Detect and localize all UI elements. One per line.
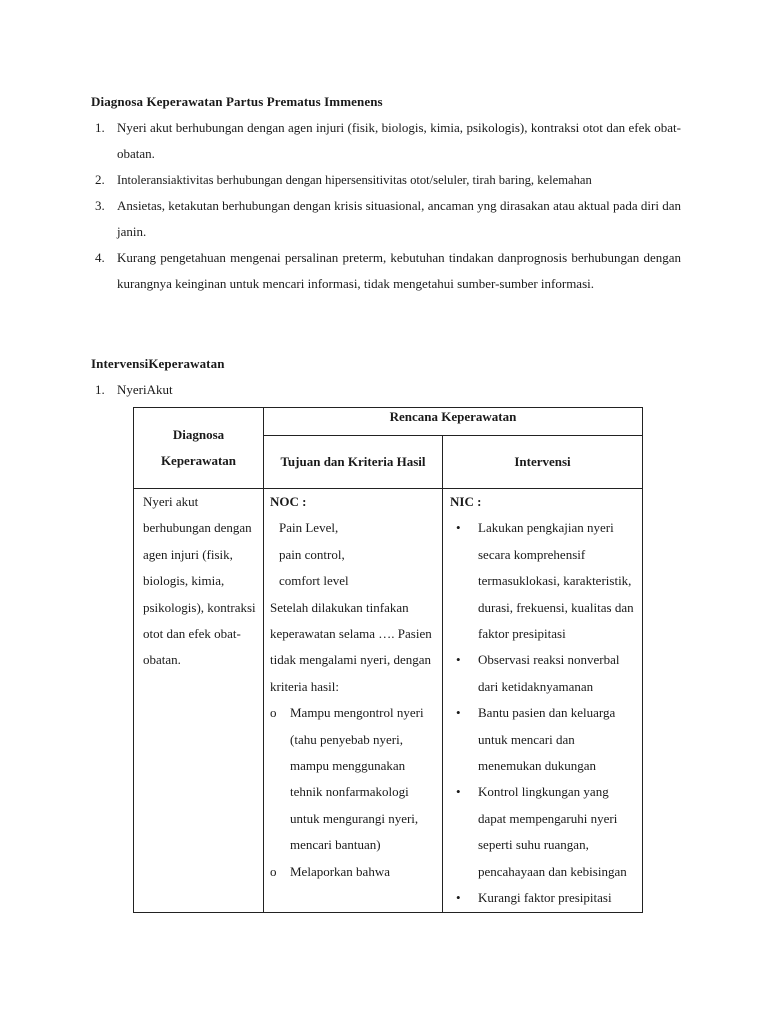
nic-label: NIC : xyxy=(450,494,482,509)
intervention-bullet xyxy=(450,779,636,885)
intervention-bullet xyxy=(450,700,636,779)
noc-item: comfort level xyxy=(279,573,349,589)
list-number: 1. xyxy=(95,382,105,397)
intervention-text: Lakukan pengkajian nyeri secara komprehensif termasuklokasi, karakteristik, durasi, frekuensi, kualitas dan faktor presipitasi xyxy=(478,520,634,642)
list-number: 2. xyxy=(95,172,105,187)
header-goals: Tujuan dan Kriteria Hasil xyxy=(264,436,443,489)
bullet-marker: • xyxy=(456,890,461,906)
intervention-text: Kurangi faktor presipitasi xyxy=(478,890,612,906)
diagnosis-item-text: Intoleransiaktivitas berhubungan dengan hipersensitivitas otot/seluler, tirah baring, kelemahan xyxy=(117,173,592,187)
intervention-bullet xyxy=(450,647,636,700)
diagnosis-item xyxy=(91,193,681,245)
intervention-list xyxy=(91,377,681,403)
outcome-text: Mampu mengontrol nyeri (tahu penyebab nyeri, mampu menggunakan tehnik nonfarmakologi untuk mengurangi nyeri, mencari bantuan) xyxy=(290,705,424,853)
outcome-item xyxy=(270,700,438,858)
header-diagnosis: Diagnosa Keperawatan xyxy=(134,408,264,489)
bullet-marker: • xyxy=(456,520,461,536)
list-marker: o xyxy=(270,705,277,721)
interventions-cell xyxy=(443,489,643,913)
goal-text: Setelah dilakukan tinfakan keperawatan selama …. Pasien tidak mengalami nyeri, dengan kriteria hasil: xyxy=(270,599,432,694)
diagnosis-item-text: Nyeri akut berhubungan dengan agen injuri (fisik, biologis, kimia, psikologis), kontraksi otot dan efek obat-obatan. xyxy=(117,120,681,161)
outcome-list xyxy=(270,700,438,885)
care-plan-table xyxy=(133,407,643,913)
list-number: 3. xyxy=(95,198,105,213)
header-plan: Rencana Keperawatan xyxy=(264,408,643,436)
bullet-marker: • xyxy=(456,652,461,668)
intervention-bullet xyxy=(450,885,636,911)
bullet-marker: • xyxy=(456,784,461,800)
noc-item: pain control, xyxy=(279,546,345,562)
noc-label: NOC : xyxy=(270,494,307,509)
outcome-item xyxy=(270,859,438,885)
intervention-text: Observasi reaksi nonverbal dari ketidaknyamanan xyxy=(478,652,620,694)
intervention-bullets xyxy=(450,515,636,911)
noc-item: Pain Level, xyxy=(279,520,339,536)
intervention-text: Kontrol lingkungan yang dapat mempengaruhi nyeri seperti suhu ruangan, pencahayaan dan kebisingan xyxy=(478,784,627,879)
outcome-text: Melaporkan bahwa xyxy=(290,863,390,879)
list-number: 4. xyxy=(95,250,105,265)
diagnosis-cell-text: Nyeri akut berhubungan dengan agen injuri (fisik, biologis, kimia, psikologis), kontraksi otot dan efek obat-obatan. xyxy=(143,494,256,668)
diagnosis-item-text: Ansietas, ketakutan berhubungan dengan krisis situasional, ancaman yng dirasakan atau aktual pada diri dan janin. xyxy=(117,198,681,239)
diagnosis-item xyxy=(91,115,681,167)
intervention-heading: IntervensiKeperawatan xyxy=(91,356,225,371)
header-interventions: Intervensi xyxy=(443,436,643,489)
bullet-marker: • xyxy=(456,705,461,721)
diagnosis-item xyxy=(91,167,681,193)
intervention-bullet xyxy=(450,515,636,647)
intervention-item-text: NyeriAkut xyxy=(117,382,173,397)
diagnosis-heading: Diagnosa Keperawatan Partus Prematus Immenens xyxy=(91,94,383,109)
intervention-text: Bantu pasien dan keluarga untuk mencari dan menemukan dukungan xyxy=(478,705,616,774)
diagnosis-list xyxy=(91,115,681,297)
diagnosis-cell xyxy=(134,489,264,913)
list-number: 1. xyxy=(95,120,105,135)
diagnosis-item-text: Kurang pengetahuan mengenai persalinan preterm, kebutuhan tindakan danprognosis berhubungan dengan kurangnya keinginan untuk mencari informasi, tidak mengetahui sumber-sumber informasi. xyxy=(117,250,681,291)
list-marker: o xyxy=(270,863,277,879)
diagnosis-item xyxy=(91,245,681,297)
intervention-item xyxy=(91,377,681,403)
goals-cell xyxy=(264,489,443,913)
